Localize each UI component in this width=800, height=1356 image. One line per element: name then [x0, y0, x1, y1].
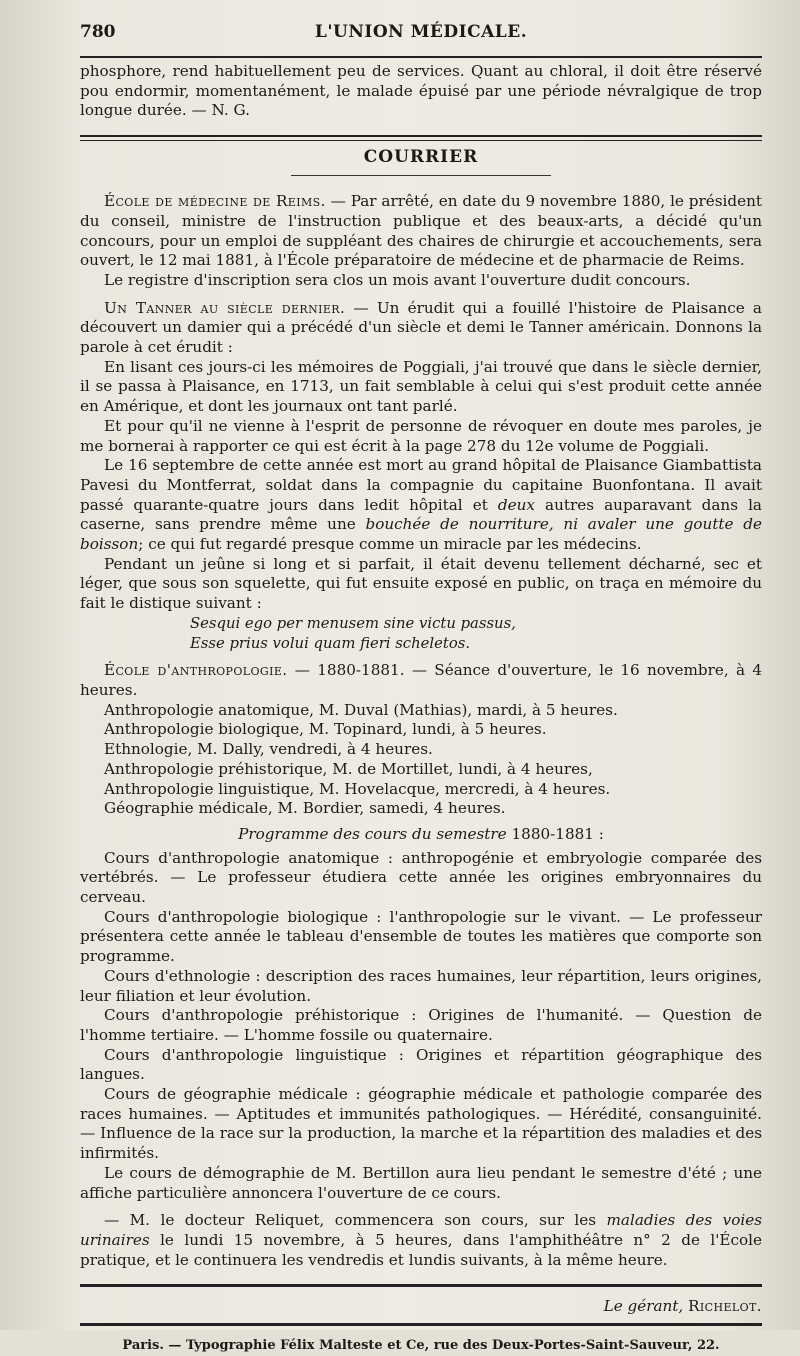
tanner-deux: deux	[497, 495, 535, 514]
gerant-signature	[80, 1297, 762, 1317]
course-item: Ethnologie, M. Dally, vendredi, à 4 heures.	[104, 740, 433, 759]
program-item: Cours d'anthropologie linguistique : Origines et répartition géographique des langues.	[80, 1045, 762, 1084]
tanner-text: — Un érudit qui a fouillé l'histoire de Plaisance a découvert un damier qui a précédé d'un siècle et demi le Tanner américain. Donnons la parole à cet érudit :	[80, 298, 762, 357]
course-item: Anthropologie préhistorique, M. de Mortillet, lundi, à 4 heures,	[104, 759, 593, 778]
program-title: Programme des cours du semestre	[238, 824, 507, 843]
intro-text: phosphore, rend habituellement peu de services. Quant au chloral, il doit être réservé pou endormir, momentanément, le malade épuisé par une période névralgique de trop longue durée.	[80, 62, 762, 120]
reims-paragraph	[80, 192, 762, 271]
gerant-name: Richelot.	[688, 1297, 762, 1316]
anthro-paragraph	[80, 661, 762, 700]
tanner-p3: Le 16 septembre de cette année est mort au grand hôpital de Plaisance Giambattista Pavesi du Montferrat, soldat dans la compagnie du capitaine Buonfontana. Il avait passé quarante-quatre jours dans ledit hôpital et deux autres auparavant dans la caserne, sans prendre même une bouchée de nourriture, ni avaler une goutte de boisson; ce qui fut regardé presque comme un miracle par les médecins.	[80, 456, 762, 554]
tanner-quote: bouchée de nourriture, ni avaler une goutte de boisson	[80, 515, 762, 554]
header-rule	[80, 56, 762, 58]
tanner-lead: Un Tanner au siècle dernier.	[104, 298, 346, 317]
reims-text: — Par arrêté, en date du 9 novembre 1880, le président du conseil, ministre de l'instruction publique et des beaux-arts, a décidé qu'un concours, pour un emploi de suppléant des chaires de chirurgie et accouchements, sera ouvert, le 12 mai 1881, à l'École préparatoire de médecine et de pharmacie de Reims.	[80, 192, 762, 270]
running-head	[80, 22, 762, 46]
program-item: Cours d'anthropologie biologique : l'anthropologie sur le vivant. — Le professeur présentera cette année le tableau d'ensemble de toutes les matières que comporte son programme.	[80, 907, 762, 966]
journal-title: L'UNION MÉDICALE.	[314, 22, 528, 42]
intro-paragraph	[80, 62, 762, 121]
reliquet-paragraph: — M. le docteur Reliquet, commencera son cours, sur les maladies des voies urinaires le lundi 15 novembre, à 5 heures, dans l'amphithéâtre n° 2 de l'École pratique, et le continuera les vendredis et lundis suivants, à la même heure.	[80, 1211, 762, 1269]
verse-line-2: Esse prius volui quam fieri scheletos.	[190, 634, 471, 652]
course-item: Géographie médicale, M. Bordier, samedi, 4 heures.	[104, 799, 506, 818]
page-number: 780	[80, 22, 116, 42]
tanner-paragraph	[80, 299, 762, 358]
course-item: Anthropologie linguistique, M. Hovelacque, mercredi, à 4 heures.	[104, 779, 611, 798]
program-item: Le cours de démographie de M. Bertillon aura lieu pendant le semestre d'été ; une affiche particulière annoncera l'ouverture de ce cours.	[80, 1163, 762, 1202]
course-item: Anthropologie anatomique, M. Duval (Mathias), mardi, à 5 heures.	[104, 700, 618, 719]
course-item: Anthropologie biologique, M. Topinard, lundi, à 5 heures.	[104, 720, 547, 739]
printer-line: Paris. — Typographie Félix Malteste et Ce, rue des Deux-Portes-Saint-Sauveur, 22.	[122, 1338, 720, 1354]
section-divider	[80, 135, 762, 141]
course-list	[80, 701, 762, 819]
anthro-text: — 1880-1881. — Séance d'ouverture, le 16 novembre, à 4 heures.	[80, 661, 762, 699]
tanner-p4: Pendant un jeûne si long et si parfait, il était devenu tellement décharné, sec et léger, que sous son squelette, qui fut ensuite exposé en public, on traça en mémoire du fait le distique suivant :	[80, 554, 762, 613]
footer-rule	[80, 1323, 762, 1326]
program-years: 1880-1881 :	[511, 824, 604, 843]
anthro-lead: École d'anthropologie.	[104, 661, 288, 680]
closing-rule	[80, 1284, 762, 1287]
intro-signature: — N. G.	[191, 101, 250, 120]
program-item: Cours de géographie médicale : géographie médicale et pathologie comparée des races humaines. — Aptitudes et immunités pathologiques. — Hérédité, consanguinité. — Influence de la race sur la production, la marche et la répartition des maladies et des infirmités.	[80, 1085, 762, 1163]
tanner-p1: En lisant ces jours-ci les mémoires de Poggiali, j'ai trouvé que dans le siècle dernier, il se passa à Plaisance, en 1713, un fait semblable à celui qui s'est produit cette année en Amérique, et dont les journaux ont tant parlé.	[80, 357, 762, 416]
reims-paragraph-2: Le registre d'inscription sera clos un mois avant l'ouverture dudit concours.	[104, 270, 691, 289]
reliquet-italic: maladies des voies urinaires	[80, 1211, 762, 1249]
tanner-p2: Et pour qu'il ne vienne à l'esprit de personne de révoquer en doute mes paroles, je me bornerai à rapporter ce qui est écrit à la page 278 du 12e volume de Poggiali.	[80, 416, 762, 455]
section-title: COURRIER	[363, 147, 479, 168]
program-heading	[80, 825, 762, 845]
program-item: Cours d'anthropologie préhistorique : Origines de l'humanité. — Question de l'homme tertiaire. — L'homme fossile ou quaternaire.	[80, 1006, 762, 1044]
reims-lead: École de médecine de Reims.	[104, 192, 326, 211]
verse-line-1: Sesqui ego per menusem sine victu passus,	[190, 614, 516, 632]
title-underline	[291, 175, 551, 176]
program-item: Cours d'anthropologie anatomique : anthropogénie et embryologie comparée des vertébrés. — Le professeur étudiera cette année les origines embryonnaires du cerveau.	[80, 848, 762, 907]
program-item: Cours d'ethnologie : description des races humaines, leur répartition, leurs origines, leur filiation et leur évolution.	[80, 966, 762, 1005]
gerant-label: Le gérant,	[603, 1297, 684, 1316]
